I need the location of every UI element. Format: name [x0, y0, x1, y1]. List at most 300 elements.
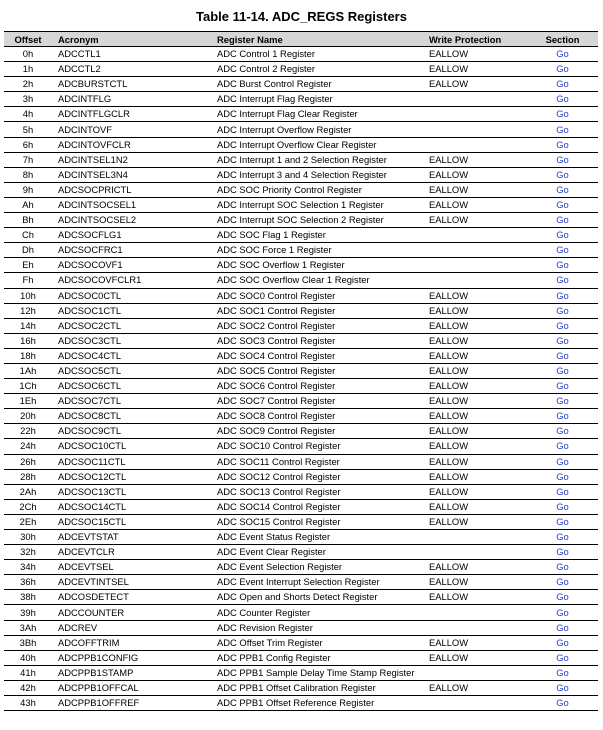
table-row: [4, 273, 598, 288]
go-link[interactable]: Go: [556, 515, 569, 527]
offset-cell: 9h: [4, 182, 52, 197]
acronym-cell: ADCSOC5CTL: [52, 363, 211, 378]
write-protection-cell: EALLOW: [423, 439, 527, 454]
acronym-cell: ADCINTSOCSEL1: [52, 197, 211, 212]
write-protection-cell: EALLOW: [423, 499, 527, 514]
register-name-cell: ADC SOC8 Control Register: [211, 409, 423, 424]
table-row: [4, 484, 598, 499]
acronym-cell: ADCEVTSTAT: [52, 530, 211, 545]
section-cell: [527, 137, 598, 152]
write-protection-cell: EALLOW: [423, 394, 527, 409]
acronym-cell: ADCCOUNTER: [52, 605, 211, 620]
table-row: [4, 665, 598, 680]
write-protection-cell: EALLOW: [423, 77, 527, 92]
section-cell: [527, 197, 598, 212]
acronym-cell: ADCINTOVF: [52, 122, 211, 137]
table-row: [4, 213, 598, 228]
write-protection-cell: [423, 228, 527, 243]
table-header: [4, 32, 598, 47]
offset-cell: 28h: [4, 469, 52, 484]
offset-cell: 18h: [4, 348, 52, 363]
table-row: [4, 575, 598, 590]
register-name-cell: ADC SOC Overflow Clear 1 Register: [211, 273, 423, 288]
write-protection-cell: [423, 530, 527, 545]
offset-cell: Fh: [4, 273, 52, 288]
register-name-cell: ADC Event Clear Register: [211, 545, 423, 560]
offset-cell: 3Bh: [4, 635, 52, 650]
go-link[interactable]: Go: [556, 108, 569, 120]
go-link[interactable]: Go: [556, 380, 569, 392]
table-row: [4, 545, 598, 560]
go-link[interactable]: Go: [556, 395, 569, 407]
register-name-cell: ADC Offset Trim Register: [211, 635, 423, 650]
acronym-cell: ADCSOCOVF1: [52, 258, 211, 273]
acronym-cell: ADCOFFTRIM: [52, 635, 211, 650]
register-name-cell: ADC SOC3 Control Register: [211, 333, 423, 348]
header-register-name: Register Name: [211, 32, 423, 47]
write-protection-cell: EALLOW: [423, 379, 527, 394]
register-name-cell: ADC Interrupt SOC Selection 2 Register: [211, 213, 423, 228]
write-protection-cell: EALLOW: [423, 47, 527, 62]
acronym-cell: ADCREV: [52, 620, 211, 635]
register-name-cell: ADC SOC0 Control Register: [211, 288, 423, 303]
go-link[interactable]: Go: [556, 349, 569, 361]
register-name-cell: ADC PPB1 Sample Delay Time Stamp Register: [211, 665, 423, 680]
go-link[interactable]: Go: [556, 591, 569, 603]
table-row: [4, 424, 598, 439]
offset-cell: 6h: [4, 137, 52, 152]
write-protection-cell: EALLOW: [423, 363, 527, 378]
go-link[interactable]: Go: [556, 485, 569, 497]
go-link[interactable]: Go: [556, 93, 569, 105]
register-name-cell: ADC SOC6 Control Register: [211, 379, 423, 394]
go-link[interactable]: Go: [556, 259, 569, 271]
table-row: [4, 514, 598, 529]
table-row: [4, 137, 598, 152]
section-cell: [527, 303, 598, 318]
section-cell: [527, 167, 598, 182]
table-row: [4, 182, 598, 197]
write-protection-cell: EALLOW: [423, 424, 527, 439]
register-name-cell: ADC SOC12 Control Register: [211, 469, 423, 484]
acronym-cell: ADCSOC1CTL: [52, 303, 211, 318]
section-cell: [527, 333, 598, 348]
register-name-cell: ADC SOC2 Control Register: [211, 318, 423, 333]
header-row: [4, 32, 598, 47]
write-protection-cell: EALLOW: [423, 167, 527, 182]
go-link[interactable]: Go: [556, 304, 569, 316]
section-cell: [527, 409, 598, 424]
offset-cell: 14h: [4, 318, 52, 333]
register-name-cell: ADC Interrupt Overflow Clear Register: [211, 137, 423, 152]
register-name-cell: ADC PPB1 Config Register: [211, 650, 423, 665]
go-link[interactable]: Go: [556, 425, 569, 437]
table-row: [4, 620, 598, 635]
offset-cell: 24h: [4, 439, 52, 454]
write-protection-cell: EALLOW: [423, 469, 527, 484]
section-cell: [527, 620, 598, 635]
table-row: [4, 77, 598, 92]
go-link[interactable]: Go: [556, 153, 569, 165]
offset-cell: Dh: [4, 243, 52, 258]
offset-cell: 7h: [4, 152, 52, 167]
write-protection-cell: [423, 122, 527, 137]
acronym-cell: ADCINTSEL1N2: [52, 152, 211, 167]
registers-table: [4, 31, 598, 711]
go-link[interactable]: Go: [556, 198, 569, 210]
table-row: [4, 92, 598, 107]
table-row: [4, 228, 598, 243]
table-row: [4, 122, 598, 137]
acronym-cell: ADCPPB1CONFIG: [52, 650, 211, 665]
offset-cell: 10h: [4, 288, 52, 303]
section-cell: [527, 77, 598, 92]
offset-cell: 8h: [4, 167, 52, 182]
go-link[interactable]: Go: [556, 546, 569, 558]
register-name-cell: ADC Interrupt 3 and 4 Selection Register: [211, 167, 423, 182]
offset-cell: Bh: [4, 213, 52, 228]
section-cell: [527, 635, 598, 650]
section-cell: [527, 243, 598, 258]
register-name-cell: ADC Revision Register: [211, 620, 423, 635]
offset-cell: 2Ch: [4, 499, 52, 514]
acronym-cell: ADCSOC10CTL: [52, 439, 211, 454]
offset-cell: 0h: [4, 47, 52, 62]
offset-cell: 5h: [4, 122, 52, 137]
go-link[interactable]: Go: [556, 244, 569, 256]
section-cell: [527, 394, 598, 409]
write-protection-cell: EALLOW: [423, 590, 527, 605]
offset-cell: 1Ch: [4, 379, 52, 394]
write-protection-cell: [423, 665, 527, 680]
acronym-cell: ADCSOCPRICTL: [52, 182, 211, 197]
write-protection-cell: EALLOW: [423, 514, 527, 529]
go-link[interactable]: Go: [556, 621, 569, 633]
register-name-cell: ADC Burst Control Register: [211, 77, 423, 92]
acronym-cell: ADCPPB1STAMP: [52, 665, 211, 680]
section-cell: [527, 348, 598, 363]
section-cell: [527, 696, 598, 711]
register-name-cell: ADC SOC14 Control Register: [211, 499, 423, 514]
table-row: [4, 243, 598, 258]
table-row: [4, 635, 598, 650]
write-protection-cell: EALLOW: [423, 409, 527, 424]
header-write-protection: Write Protection: [423, 32, 527, 47]
write-protection-cell: [423, 107, 527, 122]
table-row: [4, 650, 598, 665]
write-protection-cell: EALLOW: [423, 484, 527, 499]
register-name-cell: ADC SOC Priority Control Register: [211, 182, 423, 197]
offset-cell: 26h: [4, 454, 52, 469]
table-row: [4, 439, 598, 454]
register-name-cell: ADC Event Interrupt Selection Register: [211, 575, 423, 590]
go-link[interactable]: Go: [556, 183, 569, 195]
table-row: [4, 560, 598, 575]
acronym-cell: ADCSOC4CTL: [52, 348, 211, 363]
section-cell: [527, 665, 598, 680]
register-name-cell: ADC SOC Force 1 Register: [211, 243, 423, 258]
write-protection-cell: EALLOW: [423, 333, 527, 348]
section-cell: [527, 318, 598, 333]
go-link[interactable]: Go: [556, 500, 569, 512]
table-row: [4, 469, 598, 484]
write-protection-cell: [423, 92, 527, 107]
table-row: [4, 590, 598, 605]
write-protection-cell: [423, 243, 527, 258]
acronym-cell: ADCSOCFRC1: [52, 243, 211, 258]
table-row: [4, 379, 598, 394]
section-cell: [527, 107, 598, 122]
offset-cell: 3Ah: [4, 620, 52, 635]
acronym-cell: ADCSOC15CTL: [52, 514, 211, 529]
section-cell: [527, 47, 598, 62]
offset-cell: 43h: [4, 696, 52, 711]
go-link[interactable]: Go: [556, 365, 569, 377]
acronym-cell: ADCINTSOCSEL2: [52, 213, 211, 228]
register-name-cell: ADC SOC10 Control Register: [211, 439, 423, 454]
register-name-cell: ADC SOC15 Control Register: [211, 514, 423, 529]
offset-cell: 2Ah: [4, 484, 52, 499]
offset-cell: 20h: [4, 409, 52, 424]
go-link[interactable]: Go: [556, 666, 569, 678]
go-link[interactable]: Go: [556, 334, 569, 346]
write-protection-cell: EALLOW: [423, 454, 527, 469]
go-link[interactable]: Go: [556, 410, 569, 422]
section-cell: [527, 92, 598, 107]
table-row: [4, 696, 598, 711]
go-link[interactable]: Go: [556, 214, 569, 226]
table-row: [4, 167, 598, 182]
offset-cell: 1Eh: [4, 394, 52, 409]
write-protection-cell: EALLOW: [423, 62, 527, 77]
register-name-cell: ADC SOC7 Control Register: [211, 394, 423, 409]
acronym-cell: ADCCTL1: [52, 47, 211, 62]
section-cell: [527, 273, 598, 288]
table-row: [4, 363, 598, 378]
go-link[interactable]: Go: [556, 48, 569, 60]
go-link[interactable]: Go: [556, 274, 569, 286]
go-link[interactable]: Go: [556, 138, 569, 150]
section-cell: [527, 680, 598, 695]
write-protection-cell: [423, 696, 527, 711]
acronym-cell: ADCSOC11CTL: [52, 454, 211, 469]
section-cell: [527, 258, 598, 273]
table-body: [4, 47, 598, 711]
acronym-cell: ADCCTL2: [52, 62, 211, 77]
go-link[interactable]: Go: [556, 636, 569, 648]
acronym-cell: ADCSOC13CTL: [52, 484, 211, 499]
section-cell: [527, 514, 598, 529]
register-name-cell: ADC SOC9 Control Register: [211, 424, 423, 439]
write-protection-cell: [423, 258, 527, 273]
table-row: [4, 318, 598, 333]
acronym-cell: ADCEVTINTSEL: [52, 575, 211, 590]
write-protection-cell: [423, 605, 527, 620]
write-protection-cell: EALLOW: [423, 575, 527, 590]
section-cell: [527, 122, 598, 137]
register-name-cell: ADC SOC11 Control Register: [211, 454, 423, 469]
register-name-cell: ADC Interrupt Flag Register: [211, 92, 423, 107]
go-link[interactable]: Go: [556, 319, 569, 331]
table-row: [4, 107, 598, 122]
go-link[interactable]: Go: [556, 470, 569, 482]
register-name-cell: ADC PPB1 Offset Reference Register: [211, 696, 423, 711]
table-row: [4, 605, 598, 620]
section-cell: [527, 575, 598, 590]
acronym-cell: ADCSOC8CTL: [52, 409, 211, 424]
offset-cell: 42h: [4, 680, 52, 695]
table-row: [4, 394, 598, 409]
acronym-cell: ADCINTSEL3N4: [52, 167, 211, 182]
section-cell: [527, 484, 598, 499]
table-title: Table 11-14. ADC_REGS Registers: [196, 9, 407, 24]
acronym-cell: ADCINTFLGCLR: [52, 107, 211, 122]
go-link[interactable]: Go: [556, 168, 569, 180]
acronym-cell: ADCSOCOVFCLR1: [52, 273, 211, 288]
go-link[interactable]: Go: [556, 697, 569, 709]
register-name-cell: ADC Control 2 Register: [211, 62, 423, 77]
write-protection-cell: EALLOW: [423, 560, 527, 575]
acronym-cell: ADCSOC6CTL: [52, 379, 211, 394]
section-cell: [527, 379, 598, 394]
section-cell: [527, 439, 598, 454]
section-cell: [527, 424, 598, 439]
offset-cell: 36h: [4, 575, 52, 590]
acronym-cell: ADCSOC2CTL: [52, 318, 211, 333]
section-cell: [527, 650, 598, 665]
header-acronym: Acronym: [52, 32, 211, 47]
table-row: [4, 258, 598, 273]
go-link[interactable]: Go: [556, 229, 569, 241]
write-protection-cell: EALLOW: [423, 650, 527, 665]
offset-cell: 4h: [4, 107, 52, 122]
table-row: [4, 288, 598, 303]
table-row: [4, 197, 598, 212]
register-name-cell: ADC SOC5 Control Register: [211, 363, 423, 378]
header-offset: Offset: [4, 32, 52, 47]
table-row: [4, 47, 598, 62]
table-row: [4, 530, 598, 545]
table-row: [4, 680, 598, 695]
write-protection-cell: [423, 620, 527, 635]
go-link[interactable]: Go: [556, 440, 569, 452]
acronym-cell: ADCBURSTCTL: [52, 77, 211, 92]
write-protection-cell: [423, 273, 527, 288]
go-link[interactable]: Go: [556, 651, 569, 663]
offset-cell: 32h: [4, 545, 52, 560]
table-row: [4, 454, 598, 469]
section-cell: [527, 499, 598, 514]
header-section: Section: [527, 32, 598, 47]
section-cell: [527, 213, 598, 228]
write-protection-cell: [423, 545, 527, 560]
register-name-cell: ADC Open and Shorts Detect Register: [211, 590, 423, 605]
offset-cell: 2Eh: [4, 514, 52, 529]
write-protection-cell: EALLOW: [423, 288, 527, 303]
section-cell: [527, 469, 598, 484]
go-link[interactable]: Go: [556, 63, 569, 75]
write-protection-cell: EALLOW: [423, 152, 527, 167]
offset-cell: 1Ah: [4, 363, 52, 378]
acronym-cell: ADCOSDETECT: [52, 590, 211, 605]
table-row: [4, 499, 598, 514]
offset-cell: 38h: [4, 590, 52, 605]
offset-cell: 3h: [4, 92, 52, 107]
go-link[interactable]: Go: [556, 531, 569, 543]
register-name-cell: ADC Event Status Register: [211, 530, 423, 545]
register-name-cell: ADC Interrupt Flag Clear Register: [211, 107, 423, 122]
acronym-cell: ADCEVTSEL: [52, 560, 211, 575]
acronym-cell: ADCSOCFLG1: [52, 228, 211, 243]
go-link[interactable]: Go: [556, 455, 569, 467]
acronym-cell: ADCSOC9CTL: [52, 424, 211, 439]
section-cell: [527, 530, 598, 545]
register-name-cell: ADC Control 1 Register: [211, 47, 423, 62]
section-cell: [527, 590, 598, 605]
offset-cell: 22h: [4, 424, 52, 439]
write-protection-cell: EALLOW: [423, 635, 527, 650]
offset-cell: 40h: [4, 650, 52, 665]
table-row: [4, 333, 598, 348]
go-link[interactable]: Go: [556, 576, 569, 588]
offset-cell: 2h: [4, 77, 52, 92]
acronym-cell: ADCPPB1OFFREF: [52, 696, 211, 711]
offset-cell: 41h: [4, 665, 52, 680]
section-cell: [527, 605, 598, 620]
section-cell: [527, 228, 598, 243]
acronym-cell: ADCSOC12CTL: [52, 469, 211, 484]
go-link[interactable]: Go: [556, 681, 569, 693]
offset-cell: Ch: [4, 228, 52, 243]
section-cell: [527, 182, 598, 197]
section-cell: [527, 560, 598, 575]
acronym-cell: ADCINTOVFCLR: [52, 137, 211, 152]
acronym-cell: ADCSOC14CTL: [52, 499, 211, 514]
offset-cell: 39h: [4, 605, 52, 620]
write-protection-cell: EALLOW: [423, 348, 527, 363]
write-protection-cell: EALLOW: [423, 197, 527, 212]
offset-cell: 1h: [4, 62, 52, 77]
register-name-cell: ADC Event Selection Register: [211, 560, 423, 575]
go-link[interactable]: Go: [556, 606, 569, 618]
offset-cell: Ah: [4, 197, 52, 212]
section-cell: [527, 62, 598, 77]
acronym-cell: ADCSOC0CTL: [52, 288, 211, 303]
acronym-cell: ADCSOC7CTL: [52, 394, 211, 409]
section-cell: [527, 454, 598, 469]
section-cell: [527, 288, 598, 303]
offset-cell: Eh: [4, 258, 52, 273]
register-name-cell: ADC SOC4 Control Register: [211, 348, 423, 363]
acronym-cell: ADCINTFLG: [52, 92, 211, 107]
go-link[interactable]: Go: [556, 289, 569, 301]
go-link[interactable]: Go: [556, 78, 569, 90]
table-row: [4, 348, 598, 363]
register-name-cell: ADC PPB1 Offset Calibration Register: [211, 680, 423, 695]
go-link[interactable]: Go: [556, 123, 569, 135]
table-row: [4, 62, 598, 77]
register-name-cell: ADC SOC Flag 1 Register: [211, 228, 423, 243]
section-cell: [527, 545, 598, 560]
register-name-cell: ADC Interrupt Overflow Register: [211, 122, 423, 137]
table-row: [4, 303, 598, 318]
register-name-cell: ADC SOC1 Control Register: [211, 303, 423, 318]
go-link[interactable]: Go: [556, 561, 569, 573]
write-protection-cell: [423, 137, 527, 152]
offset-cell: 30h: [4, 530, 52, 545]
section-cell: [527, 152, 598, 167]
offset-cell: 34h: [4, 560, 52, 575]
